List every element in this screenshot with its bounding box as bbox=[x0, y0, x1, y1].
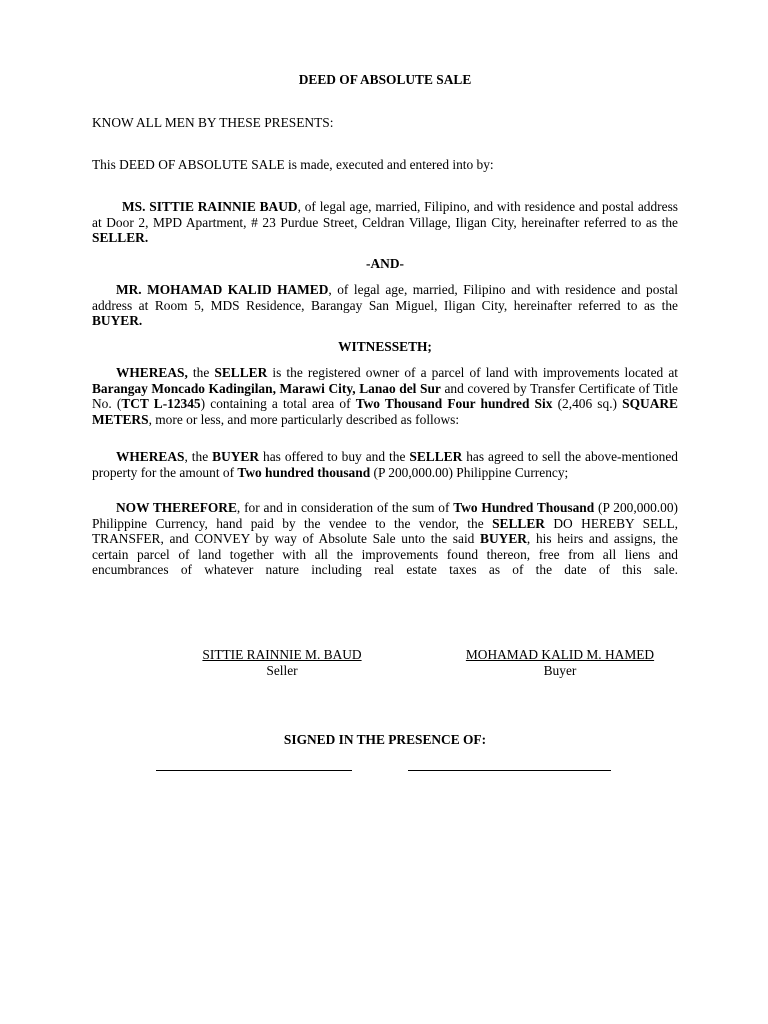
seller-signature-role: Seller bbox=[266, 662, 298, 678]
witnesseth-heading: WITNESSETH; bbox=[338, 339, 432, 354]
seller-paragraph: MS. SITTIE RAINNIE BAUD, of legal age, married, Filipino, and with residence and postal address at Door 2, MPD Apartment, # 23 Purdue Street, Celdran Village, Iligan City, hereinafter referred to as the SELLER. bbox=[92, 199, 679, 246]
now-therefore-paragraph: NOW THEREFORE, for and in consideration of the sum of Two Hundred Thousand (P 200,000.00) Philippine Currency, hand paid by the vendee to the vendor, the SELLER DO HEREBY SELL, TRANSFER, and CONVEY by way of Absolute Sale unto the said BUYER, his heirs and assigns, the certain parcel of land together with all the improvements found thereon, free from all liens and encumbrances of whatever nature including real estate taxes as of the date of this sale. bbox=[92, 500, 678, 578]
and-separator: -AND- bbox=[366, 256, 404, 271]
buyer-name: MR. MOHAMAD KALID HAMED bbox=[116, 282, 329, 297]
document-title: DEED OF ABSOLUTE SALE bbox=[298, 72, 472, 87]
buyer-signature-block bbox=[445, 647, 675, 678]
buyer-paragraph: MR. MOHAMAD KALID HAMED, of legal age, married, Filipino and with residence and postal address at Room 5, MDS Residence, Barangay San Miguel, Iligan City, hereinafter referred to as the BUYER. bbox=[92, 282, 678, 329]
seller-signature-name: SITTIE RAINNIE M. BAUD bbox=[202, 647, 362, 662]
witness-signature-line-1 bbox=[156, 770, 352, 771]
signed-in-presence-heading: SIGNED IN THE PRESENCE OF: bbox=[283, 732, 487, 747]
intro-line: KNOW ALL MEN BY THESE PRESENTS: bbox=[92, 115, 334, 130]
seller-signature-block bbox=[182, 647, 382, 678]
witness-signature-line-2 bbox=[408, 770, 611, 771]
whereas-paragraph-2: WHEREAS, the BUYER has offered to buy and the SELLER has agreed to sell the above-mentioned property for the amount of Two hundred thousand (P 200,000.00) Philippine Currency; bbox=[92, 449, 678, 480]
buyer-signature-name: MOHAMAD KALID M. HAMED bbox=[465, 647, 655, 662]
whereas-paragraph-1: WHEREAS, the SELLER is the registered owner of a parcel of land with improvements located at Barangay Moncado Kadingilan, Marawi City, Lanao del Sur and covered by Transfer Certificate of Title No. (TCT L-12345) containing a total area of Two Thousand Four hundred Six (2,406 sq.) SQUARE METERS, more or less, and more particularly described as follows: bbox=[92, 365, 679, 427]
seller-name: MS. SITTIE RAINNIE BAUD bbox=[122, 199, 298, 214]
buyer-signature-role: Buyer bbox=[543, 662, 577, 678]
made-by-line: This DEED OF ABSOLUTE SALE is made, executed and entered into by: bbox=[92, 157, 494, 172]
